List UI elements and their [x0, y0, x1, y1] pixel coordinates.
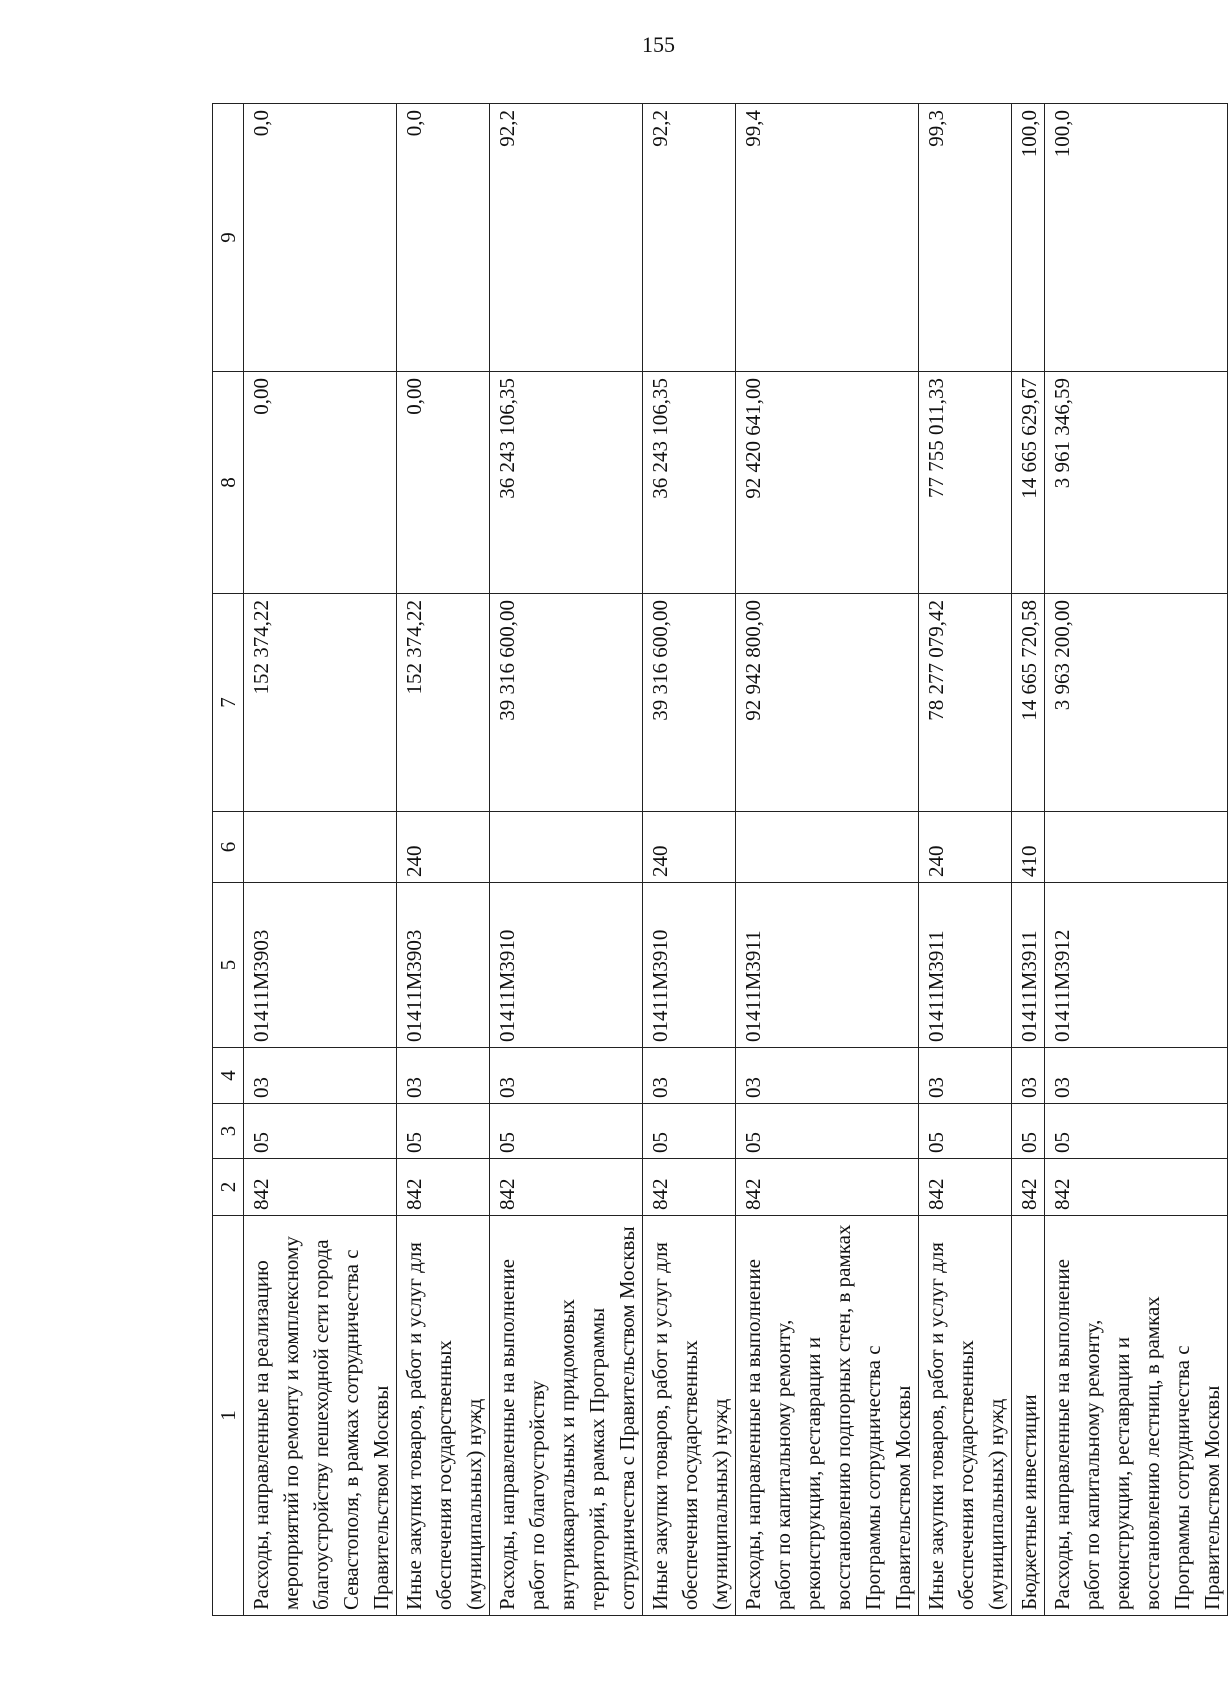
section-code: 05	[643, 1104, 736, 1159]
ministry-code: 842	[919, 1159, 1012, 1216]
expense-description: Расходы, направленные на реализацию мероприятий по ремонту и комплексному благоустройству пешеходной сети города Севастополя, в рамках сотрудничества с Правительством Москвы	[244, 1216, 397, 1616]
actual-amount: 14 665 629,67	[1012, 372, 1045, 594]
ministry-code: 842	[736, 1159, 919, 1216]
column-header: 5	[213, 883, 244, 1048]
target-article-code: 01411М3911	[919, 883, 1012, 1048]
ministry-code: 842	[397, 1159, 490, 1216]
execution-percent: 99,4	[736, 104, 919, 372]
actual-amount: 0,00	[397, 372, 490, 594]
table-row	[919, 104, 1012, 1616]
table-row	[397, 104, 490, 1616]
actual-amount: 36 243 106,35	[643, 372, 736, 594]
budget-table	[212, 103, 1228, 1616]
section-code: 05	[1045, 1104, 1228, 1159]
table-row	[490, 104, 643, 1616]
subsection-code: 03	[1045, 1048, 1228, 1104]
planned-amount: 39 316 600,00	[490, 594, 643, 812]
execution-percent: 92,2	[490, 104, 643, 372]
subsection-code: 03	[244, 1048, 397, 1104]
planned-amount: 14 665 720,58	[1012, 594, 1045, 812]
execution-percent: 0,0	[397, 104, 490, 372]
column-header: 3	[213, 1104, 244, 1159]
subsection-code: 03	[643, 1048, 736, 1104]
target-article-code: 01411М3903	[244, 883, 397, 1048]
column-header: 1	[213, 1216, 244, 1616]
expense-type-code	[736, 812, 919, 883]
ministry-code: 842	[490, 1159, 643, 1216]
section-code: 05	[919, 1104, 1012, 1159]
actual-amount: 77 755 011,33	[919, 372, 1012, 594]
section-code: 05	[736, 1104, 919, 1159]
column-header: 2	[213, 1159, 244, 1216]
planned-amount: 152 374,22	[397, 594, 490, 812]
expense-type-code: 410	[1012, 812, 1045, 883]
subsection-code: 03	[736, 1048, 919, 1104]
expense-description: Расходы, направленные на выполнение работ по капитальному ремонту, реконструкции, реставрации и восстановлению подпорных стен, в рамках Программы сотрудничества с Правительством Москвы	[736, 1216, 919, 1616]
table-header-row	[213, 104, 244, 1616]
column-header: 6	[213, 812, 244, 883]
section-code: 05	[490, 1104, 643, 1159]
column-header: 9	[213, 104, 244, 372]
target-article-code: 01411М3903	[397, 883, 490, 1048]
target-article-code: 01411М3910	[490, 883, 643, 1048]
expense-type-code	[1045, 812, 1228, 883]
expense-description: Расходы, направленные на выполнение работ по благоустройству внутриквартальных и придомовых территорий, в рамках Программы сотрудничества с Правительством Москвы	[490, 1216, 643, 1616]
execution-percent: 0,0	[244, 104, 397, 372]
column-header: 4	[213, 1048, 244, 1104]
table-row	[244, 104, 397, 1616]
column-header: 8	[213, 372, 244, 594]
subsection-code: 03	[490, 1048, 643, 1104]
table-row	[1045, 104, 1228, 1616]
section-code: 05	[397, 1104, 490, 1159]
target-article-code: 01411М3911	[1012, 883, 1045, 1048]
budget-table-container	[212, 104, 1224, 1616]
target-article-code: 01411М3911	[736, 883, 919, 1048]
ministry-code: 842	[244, 1159, 397, 1216]
expense-type-code: 240	[643, 812, 736, 883]
section-code: 05	[1012, 1104, 1045, 1159]
expense-type-code: 240	[919, 812, 1012, 883]
actual-amount: 3 961 346,59	[1045, 372, 1228, 594]
target-article-code: 01411М3910	[643, 883, 736, 1048]
expense-description: Иные закупки товаров, работ и услуг для обеспечения государственных (муниципальных) нужд	[397, 1216, 490, 1616]
expense-type-code: 240	[397, 812, 490, 883]
table-row	[643, 104, 736, 1616]
planned-amount: 3 963 200,00	[1045, 594, 1228, 812]
planned-amount: 92 942 800,00	[736, 594, 919, 812]
subsection-code: 03	[397, 1048, 490, 1104]
expense-type-code	[490, 812, 643, 883]
planned-amount: 78 277 079,42	[919, 594, 1012, 812]
table-row	[1012, 104, 1045, 1616]
expense-type-code	[244, 812, 397, 883]
execution-percent: 100,0	[1045, 104, 1228, 372]
ministry-code: 842	[1045, 1159, 1228, 1216]
target-article-code: 01411М3912	[1045, 883, 1228, 1048]
planned-amount: 39 316 600,00	[643, 594, 736, 812]
column-header: 7	[213, 594, 244, 812]
expense-description: Иные закупки товаров, работ и услуг для обеспечения государственных (муниципальных) нужд	[643, 1216, 736, 1616]
subsection-code: 03	[1012, 1048, 1045, 1104]
actual-amount: 0,00	[244, 372, 397, 594]
execution-percent: 99,3	[919, 104, 1012, 372]
ministry-code: 842	[1012, 1159, 1045, 1216]
subsection-code: 03	[919, 1048, 1012, 1104]
section-code: 05	[244, 1104, 397, 1159]
expense-description: Бюджетные инвестиции	[1012, 1216, 1045, 1616]
table-row	[736, 104, 919, 1616]
actual-amount: 36 243 106,35	[490, 372, 643, 594]
expense-description: Иные закупки товаров, работ и услуг для обеспечения государственных (муниципальных) нужд	[919, 1216, 1012, 1616]
expense-description: Расходы, направленные на выполнение работ по капитальному ремонту, реконструкции, реставрации и восстановлению лестниц, в рамках Программы сотрудничества с Правительством Москвы	[1045, 1216, 1228, 1616]
actual-amount: 92 420 641,00	[736, 372, 919, 594]
planned-amount: 152 374,22	[244, 594, 397, 812]
rotated-table-frame	[212, 104, 1224, 1616]
execution-percent: 100,0	[1012, 104, 1045, 372]
ministry-code: 842	[643, 1159, 736, 1216]
page-number: 155	[642, 32, 675, 57]
execution-percent: 92,2	[643, 104, 736, 372]
